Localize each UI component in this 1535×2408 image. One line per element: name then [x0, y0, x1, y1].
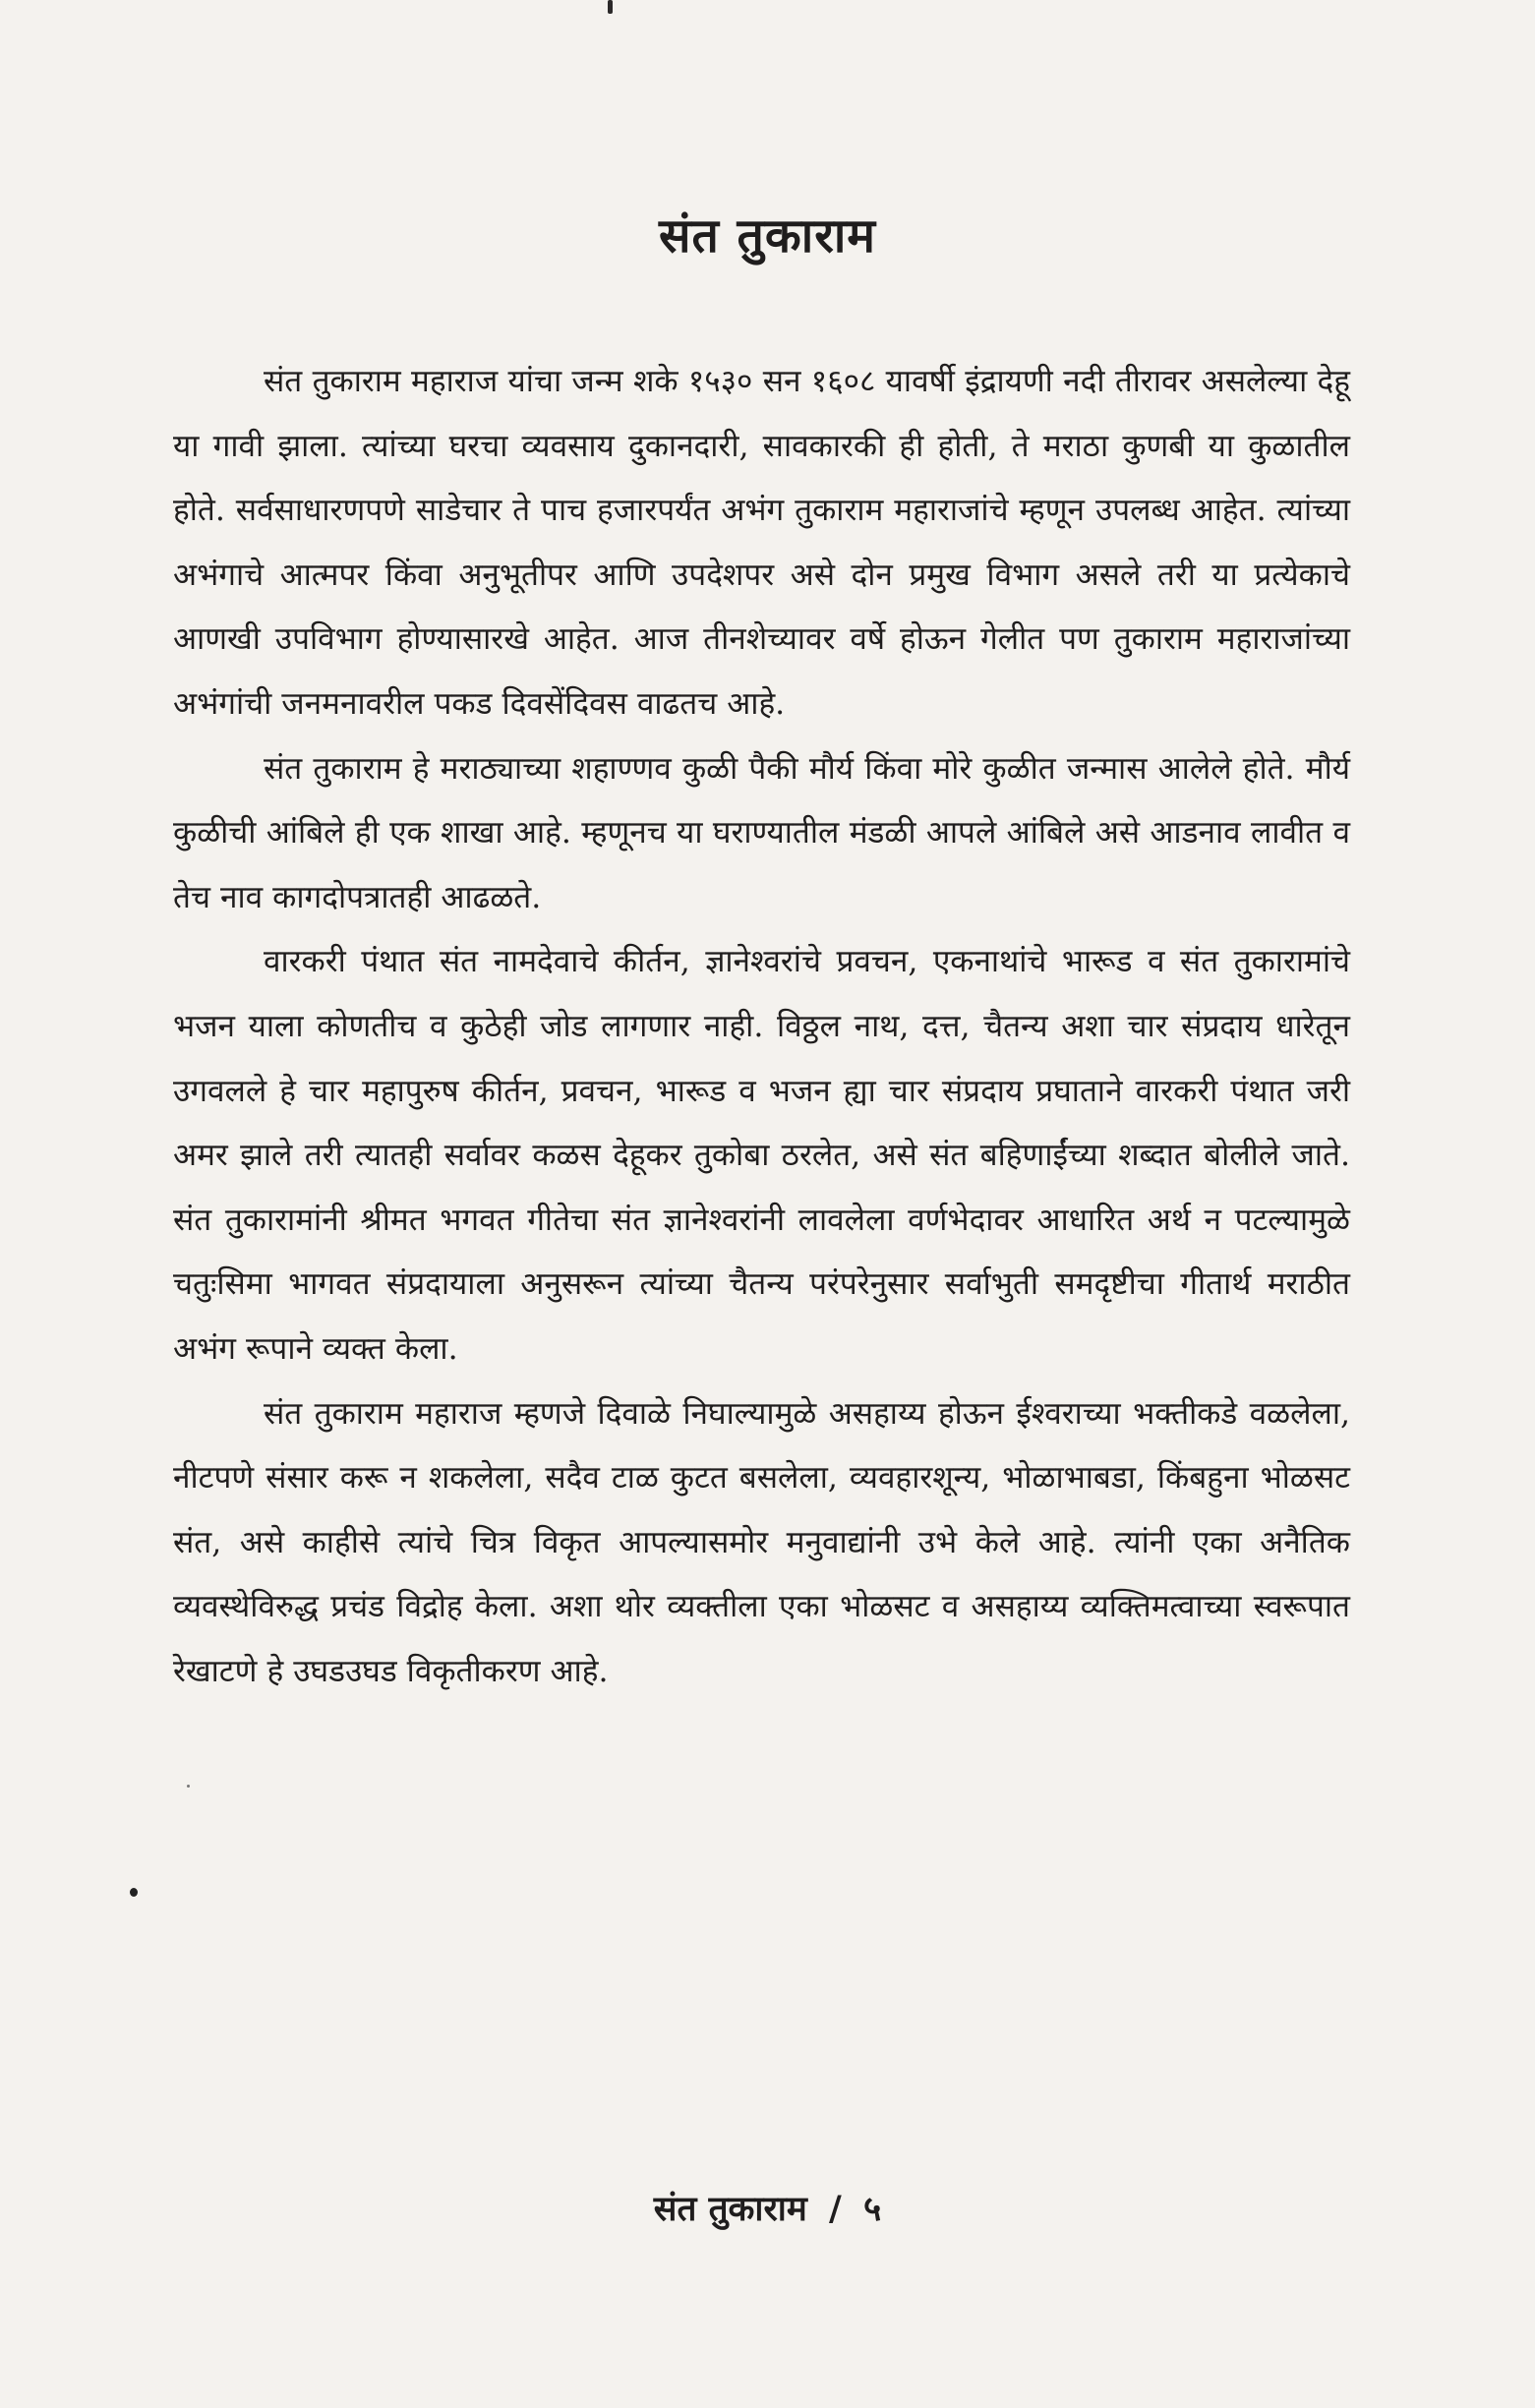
page-title: संत तुकाराम — [659, 208, 876, 264]
body-text — [173, 350, 1350, 1704]
paragraph-3: वारकरी पंथात संत नामदेवाचे कीर्तन, ज्ञानेश्वरांचे प्रवचन, एकनाथांचे भारूड व संत तुकारामांचे भजन याला कोणतीच व कुठेही जोड लागणार नाही. विठ्ठल नाथ, दत्त, चैतन्य अशा चार संप्रदाय धारेतून उगवलले हे चार महापुरुष कीर्तन, प्रवचन, भारूड व भजन ह्या चार संप्रदाय प्रघाताने वारकरी पंथात जरी अमर झाले तरी त्यातही सर्वावर कळस देहूकर तुकोबा ठरलेत, असे संत बहिणाईंच्या शब्दात बोलीले जाते. संत तुकारामांनी श्रीमत भगवत गीतेचा संत ज्ञानेश्वरांनी लावलेला वर्णभेदावर आधारित अर्थ न पटल्यामुळे चतुःसिमा भागवत संप्रदायाला अनुसरून त्यांच्या चैतन्य परंपरेनुसार सर्वाभुती समदृष्टीचा गीतार्थ मराठीत अभंग रूपाने व्यक्त केला. — [173, 944, 1350, 1367]
speck-mark — [187, 1785, 190, 1788]
ink-dot — [130, 1888, 138, 1897]
running-title: संत तुकाराम — [653, 2189, 807, 2229]
page-number: ५ — [862, 2189, 882, 2229]
page-footer — [0, 2185, 1535, 2231]
paragraph-2: संत तुकाराम हे मराठ्याच्या शहाण्णव कुळी पैकी मौर्य किंवा मोरे कुळीत जन्मास आलेले होते. मौर्य कुळीची आंबिले ही एक शाखा आहे. म्हणूनच या घराण्यातील मंडळी आपले आंबिले असे आडनाव लावीत व तेच नाव कागदोपत्रातही आढळते. — [173, 750, 1350, 915]
paragraph-1: संत तुकाराम महाराज यांचा जन्म शके १५३० सन १६०८ यावर्षी इंद्रायणी नदी तीरावर असलेल्या देहू या गावी झाला. त्यांच्या घरचा व्यवसाय दुकानदारी, सावकारकी ही होती, ते मराठा कुणबी या कुळातील होते. सर्वसाधारणपणे साडेचार ते पाच हजारपर्यंत अभंग तुकाराम महाराजांचे म्हणून उपलब्ध आहेत. त्यांच्या अभंगाचे आत्मपर किंवा अनुभूतीपर आणि उपदेशपर असे दोन प्रमुख विभाग असले तरी या प्रत्येकाचे आणखी उपविभाग होण्यासारखे आहेत. आज तीनशेच्यावर वर्षे होऊन गेलीत पण तुकाराम महाराजांच्या अभंगांची जनमनावरील पकड दिवसेंदिवस वाढतच आहे. — [173, 364, 1350, 722]
footer-separator: / — [829, 2189, 842, 2229]
paragraph-4: संत तुकाराम महाराज म्हणजे दिवाळे निघाल्यामुळे असहाय्य होऊन ईश्वराच्या भक्तीकडे वळलेला, नीटपणे संसार करू न शकलेला, सदैव टाळ कुटत बसलेला, व्यवहारशून्य, भोळाभाबडा, किंबहुना भोळसट संत, असे काहीसे त्यांचे चित्र विकृत आपल्यासमोर मनुवाद्यांनी उभे केले आहे. त्यांनी एका अनैतिक व्यवस्थेविरुद्ध प्रचंड विद्रोह केला. अशा थोर व्यक्तीला एका भोळसट व असहाय्य व्यक्तिमत्वाच्या स्वरूपात रेखाटणे हे उघडउघड विकृतीकरण आहे. — [173, 1395, 1350, 1689]
ink-mark — [608, 0, 613, 14]
